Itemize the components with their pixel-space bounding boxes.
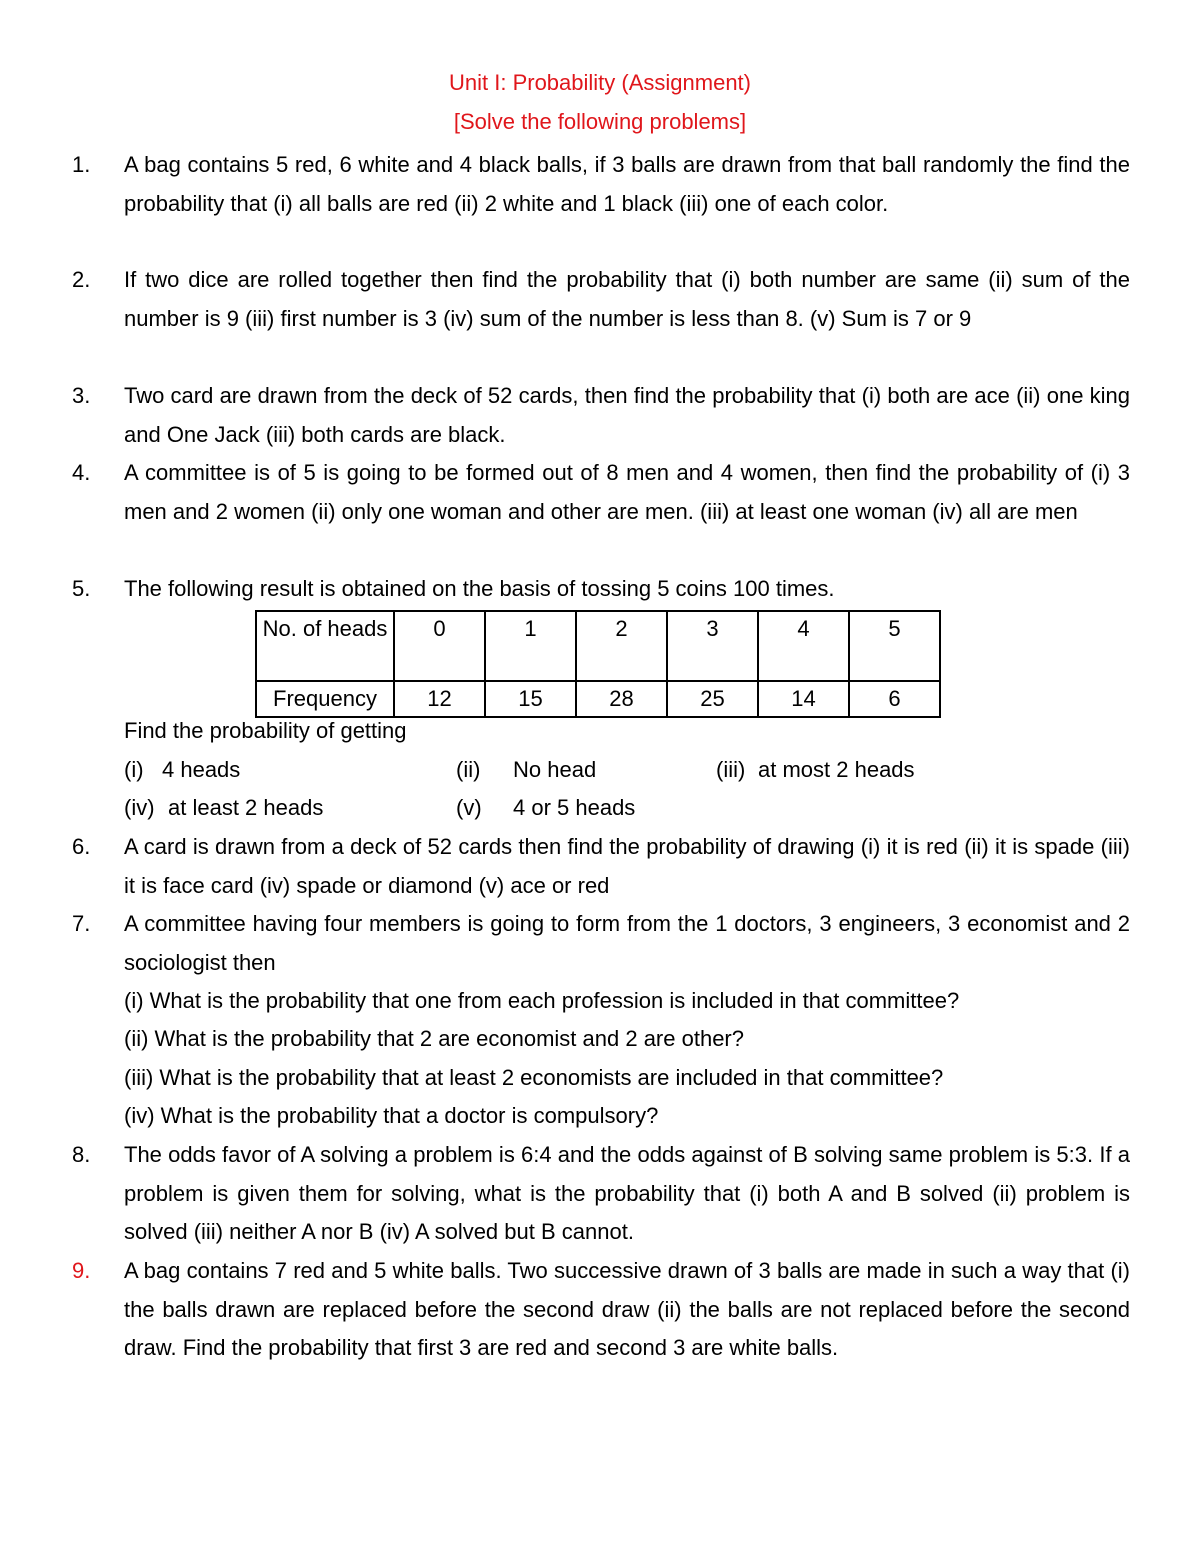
option-label: (ii) <box>456 757 481 782</box>
problem-number: 4. <box>72 460 91 485</box>
problem-6 <box>72 828 1130 905</box>
page-subtitle: [Solve the following problems] <box>453 109 747 134</box>
p5-find-text: Find the probability of getting <box>124 718 407 743</box>
option-text: No head <box>513 757 597 782</box>
problem-number: 9. <box>72 1258 91 1283</box>
problem-text: Two card are drawn from the deck of 52 cards, then find the probability that (i) both are ace (ii) one king and One Jack (iii) both cards are black. <box>124 383 1130 447</box>
table-cell: 0 <box>394 611 485 681</box>
problem-9 <box>72 1252 1130 1368</box>
table-cell: 5 <box>849 611 940 681</box>
table-row-heads <box>256 611 940 681</box>
option-text: at most 2 heads <box>758 757 915 782</box>
problem-number: 5. <box>72 576 91 601</box>
problem-text: A card is drawn from a deck of 52 cards then find the probability of drawing (i) it is red (ii) it is spade (iii) it is face card (iv) spade or diamond (v) ace or red <box>124 834 1130 898</box>
p7-sub-question: (iii) What is the probability that at least 2 economists are included in that committee? <box>124 1065 944 1090</box>
option-label: (i) <box>124 757 144 782</box>
problem-number: 7. <box>72 911 91 936</box>
problem-8 <box>72 1136 1130 1252</box>
problem-7 <box>72 905 1130 982</box>
table-cell: 2 <box>576 611 667 681</box>
page-title: Unit I: Probability (Assignment) <box>449 70 751 95</box>
table-cell: 15 <box>485 681 576 717</box>
problem-number: 8. <box>72 1142 91 1167</box>
table-cell: 3 <box>667 611 758 681</box>
problem-text: A committee having four members is going to form from the 1 doctors, 3 engineers, 3 economist and 2 sociologist then <box>124 911 1130 975</box>
option-text: 4 or 5 heads <box>513 795 636 820</box>
table-header-cell: Frequency <box>256 681 394 717</box>
problem-number: 1. <box>72 152 91 177</box>
frequency-table <box>255 610 941 718</box>
table-cell: 6 <box>849 681 940 717</box>
option-label: (v) <box>456 795 482 820</box>
p7-sub-question: (ii) What is the probability that 2 are economist and 2 are other? <box>124 1026 744 1051</box>
p7-sub-question: (i) What is the probability that one from each profession is included in that committee? <box>124 988 960 1013</box>
table-header-cell: No. of heads <box>256 611 394 681</box>
problem-text: If two dice are rolled together then find the probability that (i) both number are same (ii) sum of the number is 9 (iii) first number is 3 (iv) sum of the number is less than 8. (v) Sum is 7 or 9 <box>124 267 1130 331</box>
option-text: 4 heads <box>162 757 241 782</box>
table-cell: 12 <box>394 681 485 717</box>
table-cell: 4 <box>758 611 849 681</box>
problem-text: A committee is of 5 is going to be formed out of 8 men and 4 women, then find the probability of (i) 3 men and 2 women (ii) only one woman and other are men. (iii) at least one woman (iv) all are men <box>124 460 1130 524</box>
option-text: at least 2 heads <box>168 795 324 820</box>
problem-4 <box>72 454 1130 531</box>
problem-text: A bag contains 5 red, 6 white and 4 black balls, if 3 balls are drawn from that ball randomly the find the probability that (i) all balls are red (ii) 2 white and 1 black (iii) one of each color. <box>124 152 1130 216</box>
option-label: (iii) <box>716 757 746 782</box>
problem-text: The following result is obtained on the basis of tossing 5 coins 100 times. <box>124 576 835 601</box>
table-cell: 28 <box>576 681 667 717</box>
problem-number: 6. <box>72 834 91 859</box>
p7-sub-question: (iv) What is the probability that a doctor is compulsory? <box>124 1103 659 1128</box>
table-cell: 1 <box>485 611 576 681</box>
problem-2 <box>72 261 1130 338</box>
problem-number: 2. <box>72 267 91 292</box>
option-label: (iv) <box>124 795 155 820</box>
problem-text: The odds favor of A solving a problem is 6:4 and the odds against of B solving same problem is 5:3. If a problem is given them for solving, what is the probability that (i) both A and B solved (ii) problem is solved (iii) neither A nor B (iv) A solved but B cannot. <box>124 1142 1130 1244</box>
problem-number: 3. <box>72 383 91 408</box>
problem-3 <box>72 377 1130 454</box>
table-cell: 14 <box>758 681 849 717</box>
problem-5 <box>72 570 1130 609</box>
problem-1 <box>72 146 1130 223</box>
table-cell: 25 <box>667 681 758 717</box>
problem-text: A bag contains 7 red and 5 white balls. Two successive drawn of 3 balls are made in such a way that (i) the balls drawn are replaced before the second draw (ii) the balls are not replaced before the second draw. Find the probability that first 3 are red and second 3 are white balls. <box>124 1258 1130 1360</box>
